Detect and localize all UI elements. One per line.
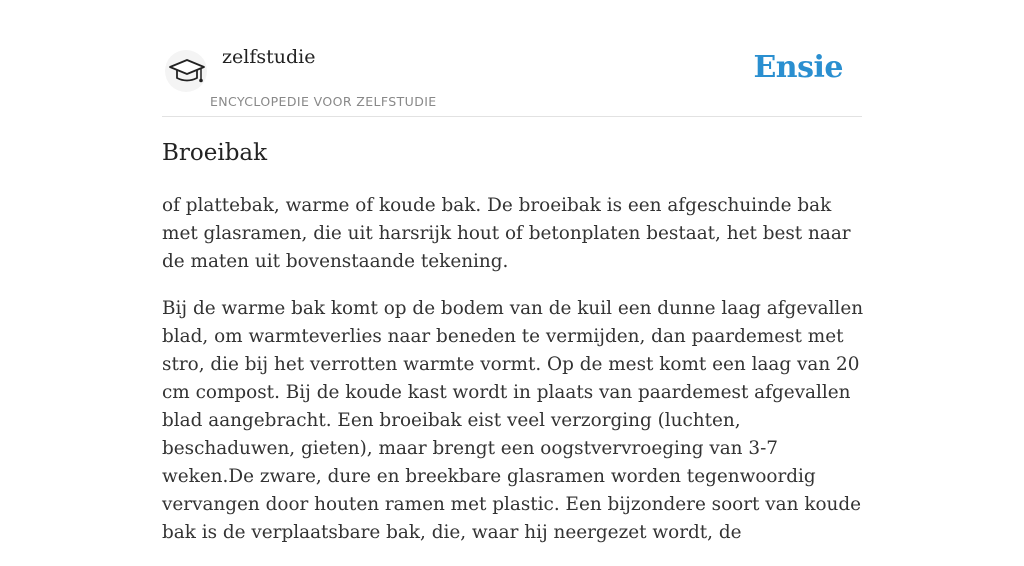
site-tagline: ENCYCLOPEDIE VOOR ZELFSTUDIE xyxy=(210,94,437,109)
page-title: Broeibak xyxy=(162,140,268,166)
site-header xyxy=(162,0,862,117)
site-name[interactable]: zelfstudie xyxy=(222,46,316,68)
article-body xyxy=(162,192,864,566)
graduation-cap-icon[interactable] xyxy=(165,50,207,92)
page-container xyxy=(162,0,864,543)
brand-logo[interactable]: Ensie xyxy=(753,50,843,85)
article-paragraph: Bij de warme bak komt op de bodem van de kuil een dunne laag afgevallen blad, om warmteverlies naar beneden te vermijden, dan paardemest met stro, die bij het verrotten warmte vormt. Op de mest komt een laag van 20 cm compost. Bij de koude kast wordt in plaats van paardemest afgevallen blad aangebracht. Een broeibak eist veel verzorging (luchten, beschaduwen, gieten), maar brengt een oogstvervroeging van 3-7 weken.De zware, dure en breekbare glasramen worden tegenwoordig vervangen door houten ramen met plastic. Een bijzondere soort van koude bak is de verplaatsbare bak, die, waar hij neergezet wordt, de xyxy=(162,298,864,543)
article-paragraph: of plattebak, warme of koude bak. De broeibak is een afgeschuinde bak met glasramen, die uit harsrijk hout of betonplaten bestaat, het best naar de maten uit bovenstaande tekening. xyxy=(162,195,851,272)
